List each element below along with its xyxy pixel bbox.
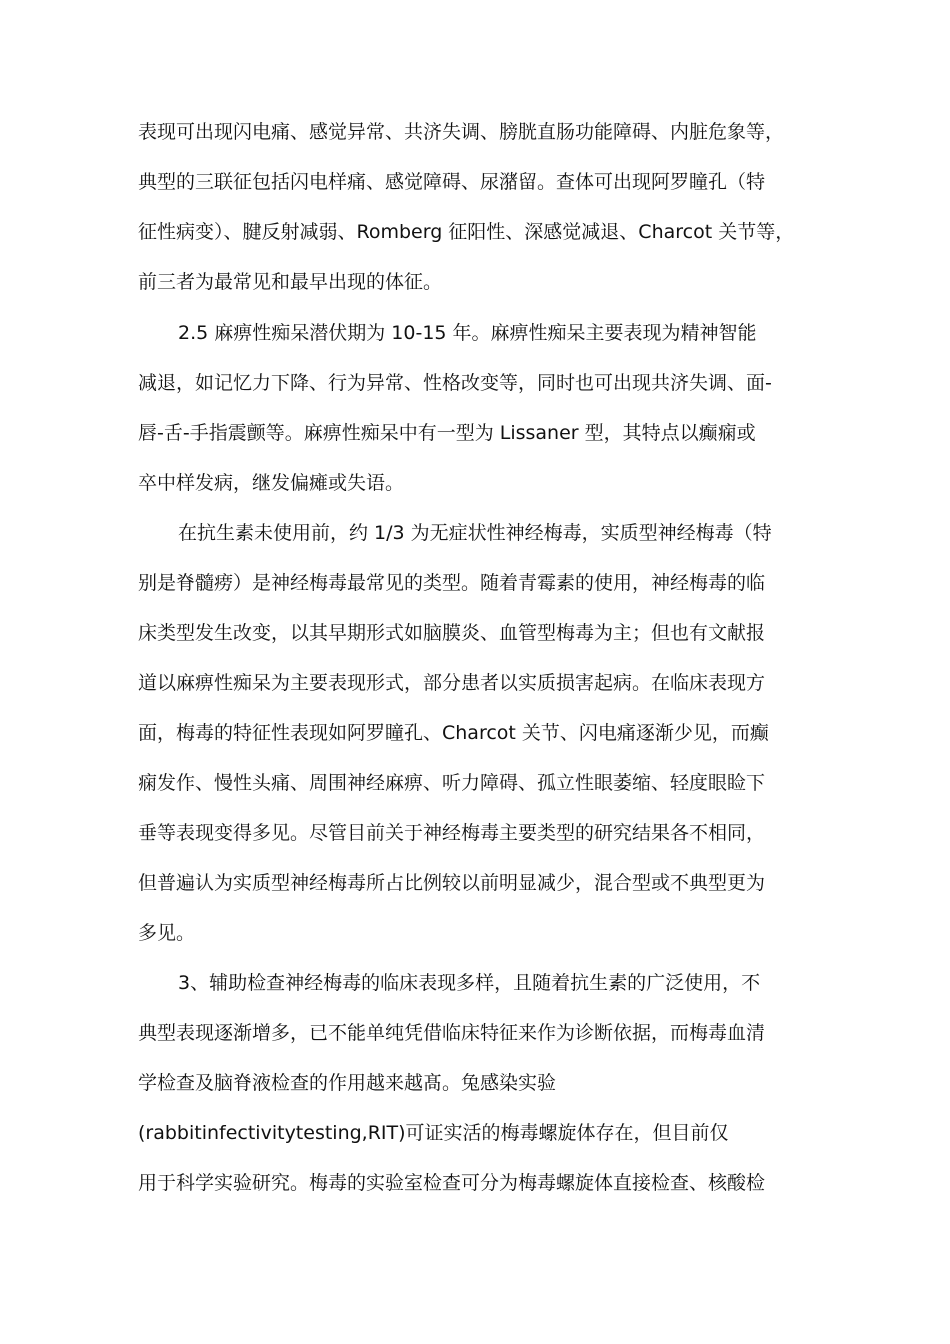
text-line: 前三者为最常见和最早出现的体征。 xyxy=(138,271,443,293)
paragraph-auxiliary-exams xyxy=(138,958,818,1208)
paragraph-tabes-symptoms xyxy=(138,107,818,307)
text-line: 减退，如记忆力下降、行为异常、性格改变等，同时也可出现共济失调、面- xyxy=(138,372,772,394)
text-line: 床类型发生改变，以其早期形式如脑膜炎、血管型梅毒为主；但也有文献报 xyxy=(138,622,766,644)
text-line: 道以麻痹性痴呆为主要表现形式，部分患者以实质损害起病。在临床表现方 xyxy=(138,672,766,694)
text-line: 别是脊髓痨）是神经梅毒最常见的类型。随着青霉素的使用，神经梅毒的临 xyxy=(138,572,766,594)
text-line: 学检查及脑脊液检查的作用越来越髙。兔感染实验 xyxy=(138,1072,557,1094)
text-line: 卒中样发病，继发偏瘫或失语。 xyxy=(138,472,405,494)
text-line: 典型的三联征包括闪电样痛、感觉障碍、尿潴留。查体可出现阿罗瞳孔（特 xyxy=(138,171,766,193)
text-line: 多见。 xyxy=(138,922,196,944)
text-line: 垂等表现变得多见。尽管目前关于神经梅毒主要类型的研究结果各不相同， xyxy=(138,822,766,844)
text-line: 2.5 麻痹性痴呆潜伏期为 10-15 年。麻痹性痴呆主要表现为精神智能 xyxy=(178,322,757,344)
text-line: 典型表现逐渐增多，已不能单纯凭借临床特征来作为诊断依据，而梅毒血清 xyxy=(138,1022,766,1044)
text-line: 用于科学实验研究。梅毒的实验室检查可分为梅毒螺旋体直接检查、核酸检 xyxy=(138,1172,766,1194)
text-line: 面，梅毒的特征性表现如阿罗瞳孔、Charcot 关节、闪电痛逐渐少见，而癫 xyxy=(138,722,769,744)
text-line: 表现可出现闪电痛、感觉异常、共济失调、膀胱直肠功能障碍、内脏危象等， xyxy=(138,121,785,143)
text-line: 征性病变）、腱反射减弱、Romberg 征阳性、深感觉减退、Charcot 关节等， xyxy=(138,221,795,243)
paragraph-antibiotic-era xyxy=(138,508,818,958)
text-line: (rabbitinfectivitytesting,RIT)可证实活的梅毒螺旋体存在，但目前仅 xyxy=(138,1122,729,1144)
text-line: 在抗生素未使用前，约 1/3 为无症状性神经梅毒，实质型神经梅毒（特 xyxy=(178,522,772,544)
text-line: 3、辅助检查神经梅毒的临床表现多样，且随着抗生素的广泛使用，不 xyxy=(178,972,761,994)
text-line: 痫发作、慢性头痛、周围神经麻痹、听力障碍、孤立性眼萎缩、轻度眼睑下 xyxy=(138,772,766,794)
text-line: 但普遍认为实质型神经梅毒所占比例较以前明显减少，混合型或不典型更为 xyxy=(138,872,766,894)
text-line: 唇-舌-手指震颤等。麻痹性痴呆中有一型为 Lissaner 型，其特点以癫痫或 xyxy=(138,422,756,444)
paragraph-general-paresis xyxy=(138,308,818,508)
